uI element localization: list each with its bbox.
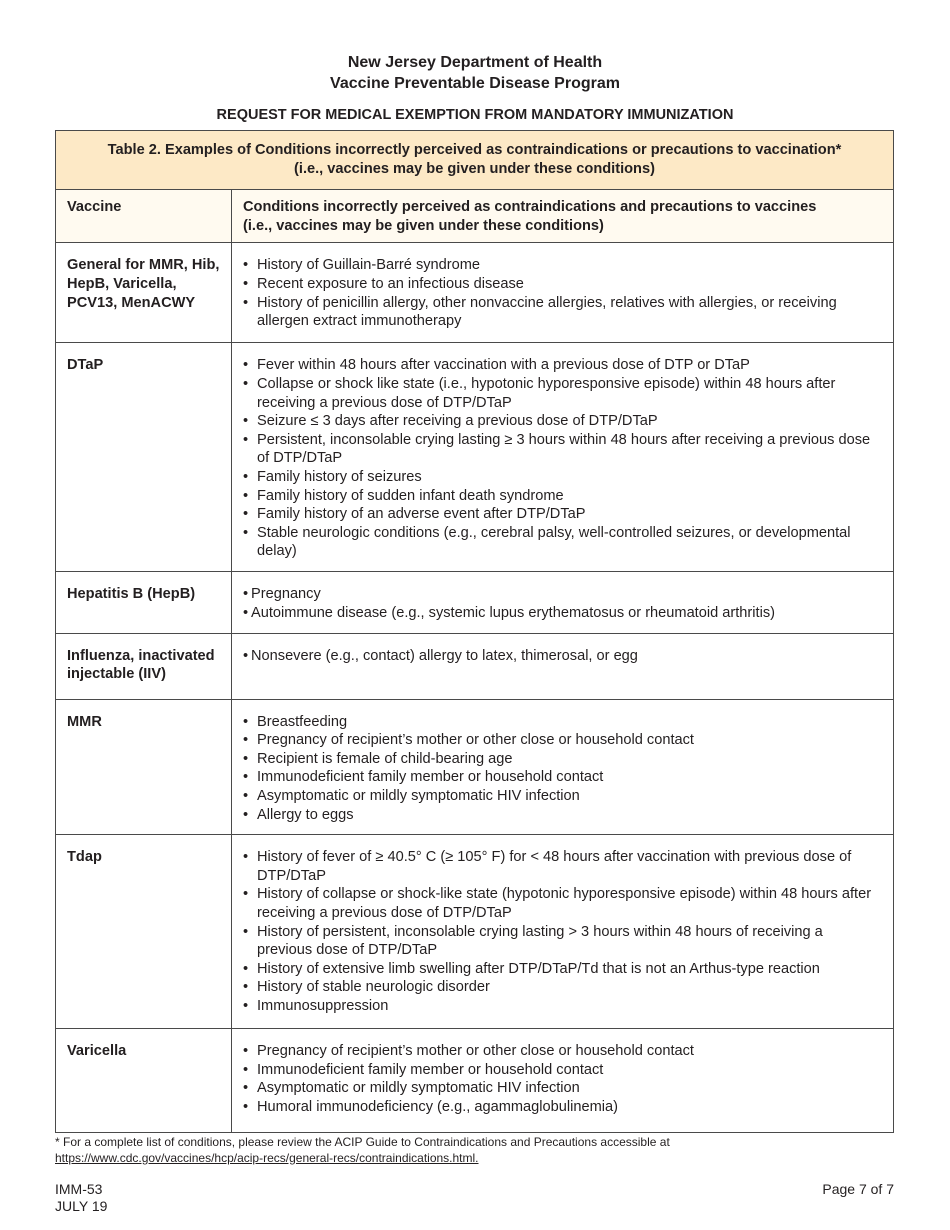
form-id: IMM-53	[55, 1181, 103, 1197]
list-item	[243, 256, 882, 275]
condition-text: Recipient is female of child-bearing age	[257, 750, 513, 767]
conditions-cell	[232, 243, 894, 343]
conditions-list	[243, 256, 882, 330]
table-row	[56, 699, 894, 835]
list-item	[243, 768, 882, 787]
condition-text: Autoimmune disease (e.g., systemic lupus erythematosus or rheumatoid arthritis)	[251, 604, 775, 621]
list-item	[243, 978, 882, 997]
conditions-cell	[232, 1029, 894, 1133]
list-item	[243, 713, 882, 732]
conditions-cell	[232, 633, 894, 699]
condition-text: Collapse or shock like state (i.e., hypotonic hyporesponsive episode) within 48 hours after receiving a previous dose of DTP/DTaP	[257, 375, 836, 411]
footnote-link[interactable]: https://www.cdc.gov/vaccines/hcp/acip-recs/general-recs/contraindications.html.	[55, 1150, 479, 1165]
condition-text: History of penicillin allergy, other nonvaccine allergies, relatives with allergies, or receiving allergen extract immunotherapy	[257, 294, 837, 330]
list-item	[243, 524, 882, 561]
condition-text: Immunodeficient family member or household contact	[257, 1061, 604, 1078]
list-item	[243, 1098, 882, 1117]
conditions-list	[243, 647, 882, 666]
vaccine-name: Influenza, inactivated injectable (IIV)	[56, 633, 232, 699]
conditions-list	[243, 585, 882, 622]
column-header-vaccine: Vaccine	[56, 190, 232, 243]
conditions-cell	[232, 343, 894, 572]
list-item	[243, 604, 882, 623]
condition-text: Family history of an adverse event after DTP/DTaP	[257, 506, 586, 523]
table-caption-line2: (i.e., vaccines may be given under these conditions)	[294, 160, 655, 177]
condition-text: Immunodeficient family member or household contact	[257, 769, 604, 786]
condition-text: History of fever of ≥ 40.5° C (≥ 105° F) for < 48 hours after vaccination with previous dose of DTP/DTaP	[257, 849, 852, 884]
condition-text: History of collapse or shock-like state (hypotonic hyporesponsive episode) within 48 hours after receiving a previous dose of DTP/DTaP	[257, 886, 872, 921]
condition-text: Nonsevere (e.g., contact) allergy to latex, thimerosal, or egg	[251, 647, 638, 664]
footnote-text: * For a complete list of conditions, please review the ACIP Guide to Contraindications and Precautions accessible at	[55, 1135, 670, 1149]
condition-text: Pregnancy of recipient’s mother or other close or household contact	[257, 1043, 694, 1060]
list-item	[243, 997, 882, 1016]
list-item	[243, 468, 882, 487]
column-header-conditions	[232, 190, 894, 243]
condition-text: Seizure ≤ 3 days after receiving a previous dose of DTP/DTaP	[257, 413, 658, 430]
conditions-list	[243, 713, 882, 825]
list-item	[243, 806, 882, 825]
list-item	[243, 487, 882, 506]
list-item	[243, 885, 882, 922]
table-header-row	[56, 190, 894, 243]
conditions-cell	[232, 572, 894, 633]
conditions-list	[243, 848, 882, 1015]
condition-text: Immunosuppression	[257, 997, 389, 1014]
table-row	[56, 1029, 894, 1133]
list-item	[243, 923, 882, 960]
vaccine-name: Hepatitis B (HepB)	[56, 572, 232, 633]
vaccine-name: MMR	[56, 699, 232, 835]
list-item	[243, 431, 882, 468]
condition-text: Recent exposure to an infectious disease	[257, 275, 524, 292]
list-item	[243, 960, 882, 979]
condition-text: Stable neurologic conditions (e.g., cerebral palsy, well-controlled seizures, or developmental delay)	[257, 524, 851, 560]
contraindications-table	[55, 130, 894, 1133]
vaccine-name: Varicella	[56, 1029, 232, 1133]
condition-text: History of Guillain-Barré syndrome	[257, 257, 481, 274]
condition-text: Pregnancy	[251, 586, 321, 603]
conditions-list	[243, 356, 882, 561]
column-header-conditions-line1: Conditions incorrectly perceived as contraindications and precautions to vaccines	[243, 199, 817, 216]
list-item	[243, 787, 882, 806]
list-item	[243, 731, 882, 750]
list-item	[243, 848, 882, 885]
vaccine-name: General for MMR, Hib, HepB, Varicella, PCV13, MenACWY	[56, 243, 232, 343]
footnote	[55, 1135, 670, 1166]
condition-text: Persistent, inconsolable crying lasting ≥ 3 hours within 48 hours after receiving a previous dose of DTP/DTaP	[257, 431, 871, 467]
condition-text: Asymptomatic or mildly symptomatic HIV infection	[257, 1080, 580, 1097]
list-item	[243, 375, 882, 412]
conditions-cell	[232, 835, 894, 1029]
list-item	[243, 1042, 882, 1061]
condition-text: History of stable neurologic disorder	[257, 979, 490, 996]
condition-text: History of extensive limb swelling after DTP/DTaP/Td that is not an Arthus-type reaction	[257, 960, 820, 977]
list-item	[243, 294, 882, 331]
table-caption-line1: Table 2. Examples of Conditions incorrectly perceived as contraindications or precautions to vaccination*	[107, 142, 842, 158]
list-item	[243, 1079, 882, 1098]
conditions-list	[243, 1042, 882, 1116]
condition-text: Breastfeeding	[257, 713, 348, 730]
list-item	[243, 647, 882, 666]
condition-text: Family history of sudden infant death syndrome	[257, 487, 564, 504]
form-identifier	[55, 1181, 107, 1215]
condition-text: History of persistent, inconsolable crying lasting > 3 hours within 48 hours of receiving a previous dose of DTP/DTaP	[257, 923, 823, 959]
conditions-cell	[232, 699, 894, 835]
condition-text: Pregnancy of recipient’s mother or other close or household contact	[257, 732, 694, 749]
form-date: JULY 19	[55, 1198, 108, 1214]
condition-text: Humoral immunodeficiency (e.g., agammaglobulinemia)	[257, 1098, 618, 1115]
table-row	[56, 835, 894, 1029]
program-name: Vaccine Preventable Disease Program	[330, 75, 620, 92]
table-row	[56, 572, 894, 633]
column-header-conditions-line2: (i.e., vaccines may be given under these conditions)	[243, 217, 604, 234]
list-item	[243, 750, 882, 769]
condition-text: Allergy to eggs	[257, 806, 354, 823]
list-item	[243, 412, 882, 431]
list-item	[243, 585, 882, 604]
vaccine-name: Tdap	[56, 835, 232, 1029]
list-item	[243, 275, 882, 294]
page-header	[0, 52, 950, 94]
list-item	[243, 505, 882, 524]
department-name: New Jersey Department of Health	[347, 54, 603, 71]
table-caption	[56, 131, 894, 190]
page-number: Page 7 of 7	[822, 1181, 894, 1197]
condition-text: Family history of seizures	[257, 468, 422, 485]
list-item	[243, 356, 882, 375]
table-row	[56, 243, 894, 343]
list-item	[243, 1061, 882, 1080]
form-title: REQUEST FOR MEDICAL EXEMPTION FROM MANDATORY IMMUNIZATION	[216, 107, 734, 123]
vaccine-name: DTaP	[56, 343, 232, 572]
condition-text: Asymptomatic or mildly symptomatic HIV infection	[257, 787, 580, 804]
condition-text: Fever within 48 hours after vaccination with a previous dose of DTP or DTaP	[257, 357, 750, 374]
table-row	[56, 343, 894, 572]
table-row	[56, 633, 894, 699]
